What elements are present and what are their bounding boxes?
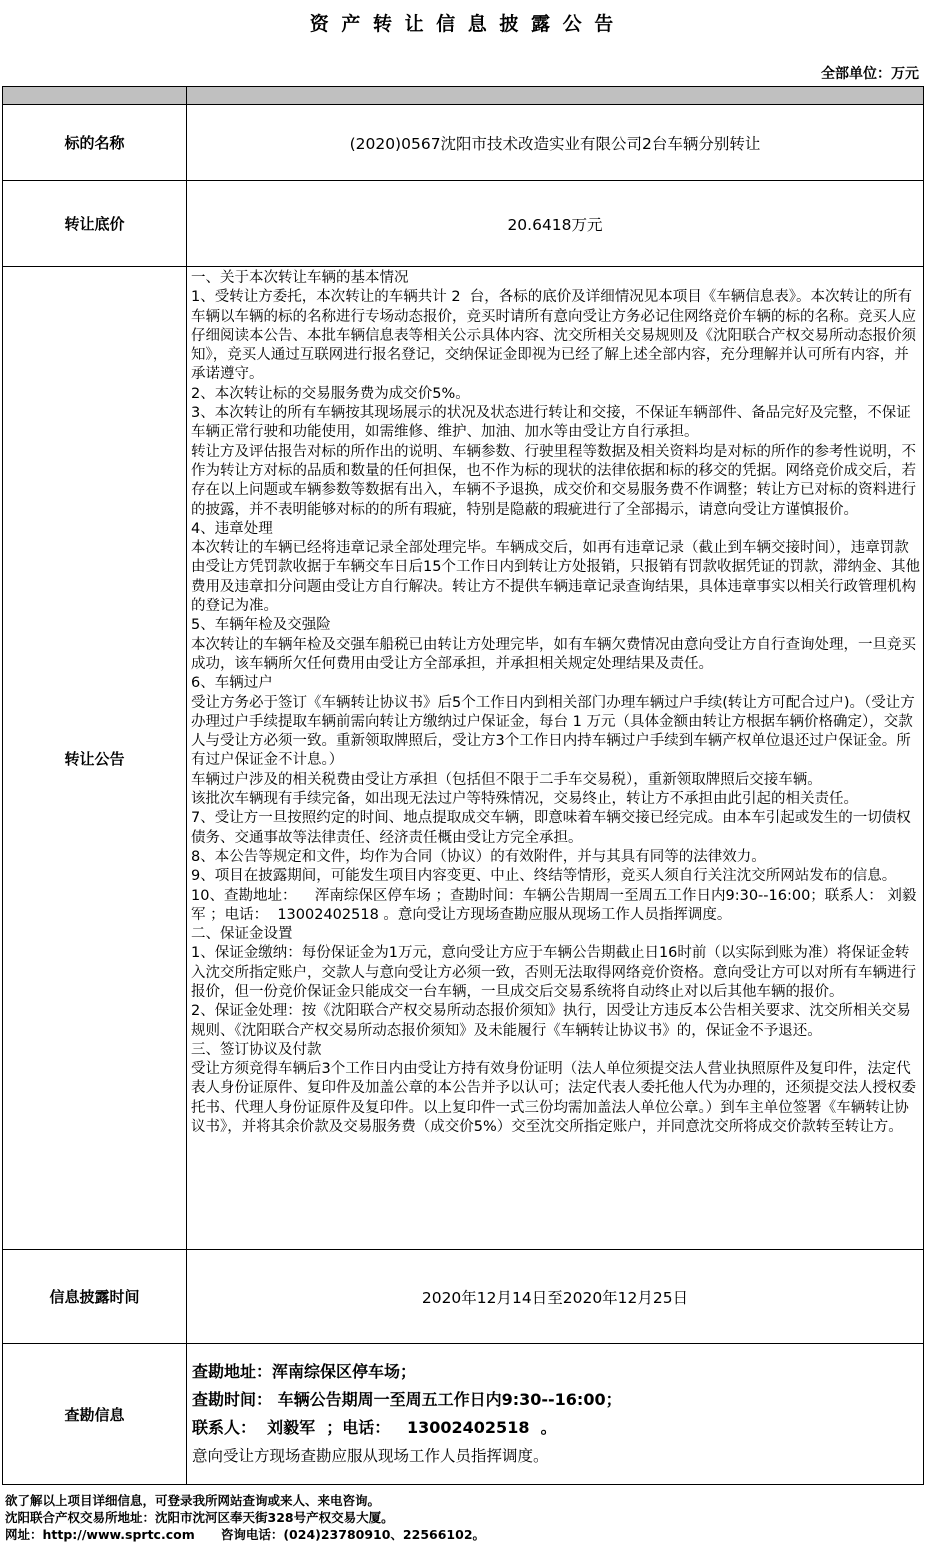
- announcement-paragraph: 受让方须竞得车辆后3个工作日内由受让方持有效身份证明（法人单位须提交法人营业执照原件及复印件，法定代表人身份证原件、复印件及加盖公章的本公告并予以认可；法定代表人委托他人代为办理的，还须提交法人授权委托书、代理人身份证原件及复印件。以上复印件一式三份均需加盖法人单位公章。）到车主单位签署《车辆转让协议书》，并将其余价款及交易服务费（成交价5%）交至沈交所指定账户，并同意沈交所将成交价款转至转让方。: [191, 1061, 916, 1136]
- announcement-paragraph: 1、保证金缴纳：每份保证金为1万元，意向受让方应于车辆公告期截止日16时前（以实际到账为准）将保证金转入沈交所指定账户，交款人与意向受让方必须一致，否则无法取得网络竞价资格。意向受让方可以对所有车辆进行报价，但一份竞价保证金只能成交一台车辆，一旦成交后交易系统将自动终止对以后其他车辆的报价。: [191, 945, 916, 1000]
- announcement-paragraph: 5、车辆年检及交强险: [191, 617, 331, 634]
- header-cell-left: [3, 87, 187, 105]
- row-subject-name: [3, 105, 924, 181]
- inspection-note: 意向受让方现场查勘应服从现场工作人员指挥调度。: [192, 1447, 549, 1465]
- inspection-bold-lines: [192, 1358, 917, 1442]
- announcement-cell: [187, 267, 924, 1250]
- inspection-line: 联系人： 刘毅军 ；电话： 13002402518 。: [192, 1418, 557, 1437]
- table-header-row: [3, 87, 924, 105]
- announcement-paragraph: 一、关于本次转让车辆的基本情况: [191, 270, 409, 286]
- announcement-paragraph: 6、车辆过户: [191, 675, 273, 692]
- footer-line: 沈阳联合产权交易所地址：沈阳市沈河区奉天街328号产权交易大厦。: [5, 1510, 394, 1525]
- announcement-paragraph: 10、查勘地址： 浑南综保区停车场 ；查勘时间：车辆公告期周一至周五工作日内9:30--16:00；联系人： 刘毅军 ；电话： 13002402518 。意向受让方现场查勘应服从现场工作人员指挥调度。: [191, 887, 917, 923]
- row-disclosure-period: [3, 1250, 924, 1344]
- unit-note: 全部单位：万元: [821, 66, 919, 82]
- announcement-paragraph: 受让方务必于签订《车辆转让协议书》后5个工作日内到相关部门办理车辆过户手续(转让方可配合过户)。（受让方办理过户手续提取车辆前需向转让方缴纳过户保证金，每台 1 万元（具体金额由转让方根据车辆价格确定），交款人与受让方必须一致。重新领取牌照后，受让方3个工作日内持车辆过户手续到车辆产权单位退还过户保证金。所有过户保证金不计息。）: [191, 694, 915, 769]
- announcement-paragraph: 转让方及评估报告对标的所作出的说明、车辆参数、行驶里程等数据及相关资料均是对标的所作的参考性说明，不作为转让方对标的品质和数量的任何担保，也不作为标的现状的法律依据和标的移交的凭据。网络竞价成交后，若存在以上问题或车辆参数等数据有出入，车辆不予退换，成交价和交易服务费不作调整；转让方已对标的资料进行的披露，并不表明能够对标的的所有瑕疵，特别是隐蔽的瑕疵进行了全部揭示，请意向受让方谨慎报价。: [191, 443, 916, 518]
- announcement-paragraph: 3、本次转让的所有车辆按其现场展示的状况及状态进行转让和交接，不保证车辆部件、备品完好及完整，不保证车辆正常行驶和功能使用，如需维修、维护、加油、加水等由受让方自行承担。: [191, 405, 911, 441]
- page-title: 资 产 转 让 信 息 披 露 公 告: [309, 13, 617, 35]
- inspection-info-cell: [187, 1344, 924, 1485]
- header-cell-right: [187, 87, 924, 105]
- footer-line: 网址：http://www.sprtc.com 咨询电话：(024)23780910、22566102。: [5, 1527, 486, 1542]
- announcement-paragraph: 车辆过户涉及的相关税费由受让方承担（包括但不限于二手车交易税），重新领取牌照后交接车辆。: [191, 771, 822, 788]
- announcement-paragraph: 二、保证金设置: [191, 926, 293, 943]
- row-transfer-announcement: [3, 267, 924, 1250]
- announcement-paragraph: 该批次车辆现有手续完备，如出现无法过户等特殊情况，交易终止，转让方不承担由此引起的相关责任。: [191, 791, 858, 808]
- inspection-info-label: 查勘信息: [3, 1344, 187, 1485]
- row-inspection-info: [3, 1344, 924, 1485]
- announcement-text: [187, 267, 923, 1249]
- subject-name-value: (2020)0567沈阳市技术改造实业有限公司2台车辆分别转让: [187, 105, 924, 181]
- announcement-paragraph: 2、本次转让标的交易服务费为成交价5%。: [191, 385, 470, 402]
- disclosure-period-label: 信息披露时间: [3, 1250, 187, 1344]
- announcement-paragraph: 1、受转让方委托，本次转让的车辆共计 2 台，各标的底价及详细情况见本项目《车辆信息表》。本次转让的所有车辆以车辆的标的名称进行专场动态报价，竞买时请所有意向受让方务必记住网络竞价车辆的标的名称。竞买人应仔细阅读本公告、本批车辆信息表等相关公示具体内容、沈交所相关交易规则及《沈阳联合产权交易所动态报价须知》，竞买人通过互联网进行报名登记，交纳保证金即视为已经了解上述全部内容，充分理解并认可所有内容，并承诺遵守。: [191, 289, 916, 383]
- announcement-paragraph: 本次转让的车辆年检及交强车船税已由转让方处理完毕，如有车辆欠费情况由意向受让方自行查询处理，一旦竞买成功，该车辆所欠任何费用由受让方全部承担，并承担相关规定处理结果及责任。: [191, 636, 916, 672]
- announcement-paragraph: 8、本公告等规定和文件，均作为合同（协议）的有效附件，并与其具有同等的法律效力。: [191, 848, 766, 865]
- announcement-paragraph: 7、受让方一旦按照约定的时间、地点提取成交车辆，即意味着车辆交接已经完成。由本车引起或发生的一切债权债务、交通事故等法律责任、经济责任概由受让方完全承担。: [191, 810, 911, 846]
- footer-contact-info: [5, 1492, 926, 1543]
- floor-price-label: 转让底价: [3, 181, 187, 267]
- disclosure-table: [2, 86, 924, 1485]
- footer-line: 欲了解以上项目详细信息，可登录我所网站查询或来人、来电咨询。: [5, 1493, 381, 1508]
- disclosure-period-value: 2020年12月14日至2020年12月25日: [187, 1250, 924, 1344]
- announcement-paragraph: 三、签订协议及付款: [191, 1041, 322, 1058]
- announcement-paragraph: 2、保证金处理：按《沈阳联合产权交易所动态报价须知》执行，因受让方违反本公告相关要求、沈交所相关交易规则、《沈阳联合产权交易所动态报价须知》及未能履行《车辆转让协议书》的，保证金不予退还。: [191, 1003, 911, 1039]
- announcement-paragraph: 4、违章处理: [191, 520, 273, 537]
- inspection-line: 查勘时间： 车辆公告期周一至周五工作日内9:30--16:00；: [192, 1390, 622, 1409]
- row-floor-price: [3, 181, 924, 267]
- floor-price-value: 20.6418万元: [187, 181, 924, 267]
- announcement-paragraph: 本次转让的车辆已经将违章记录全部处理完毕。车辆成交后，如再有违章记录（截止到车辆交接时间），违章罚款由受让方凭罚款收据于车辆交车日后15个工作日内到转让方处报销，只报销有罚款收据凭证的罚款，滞纳金、其他费用及违章扣分问题由受让方自行解决。转让方不提供车辆违章记录查询结果，具体违章事实以相关行政管理机构的登记为准。: [191, 540, 920, 615]
- announcement-paragraph: 9、项目在披露期间，可能发生项目内容变更、中止、终结等情形，竞买人须自行关注沈交所网站发布的信息。: [191, 868, 897, 885]
- inspection-line: 查勘地址：浑南综保区停车场；: [192, 1362, 417, 1381]
- announcement-label: 转让公告: [3, 267, 187, 1250]
- subject-name-label: 标的名称: [3, 105, 187, 181]
